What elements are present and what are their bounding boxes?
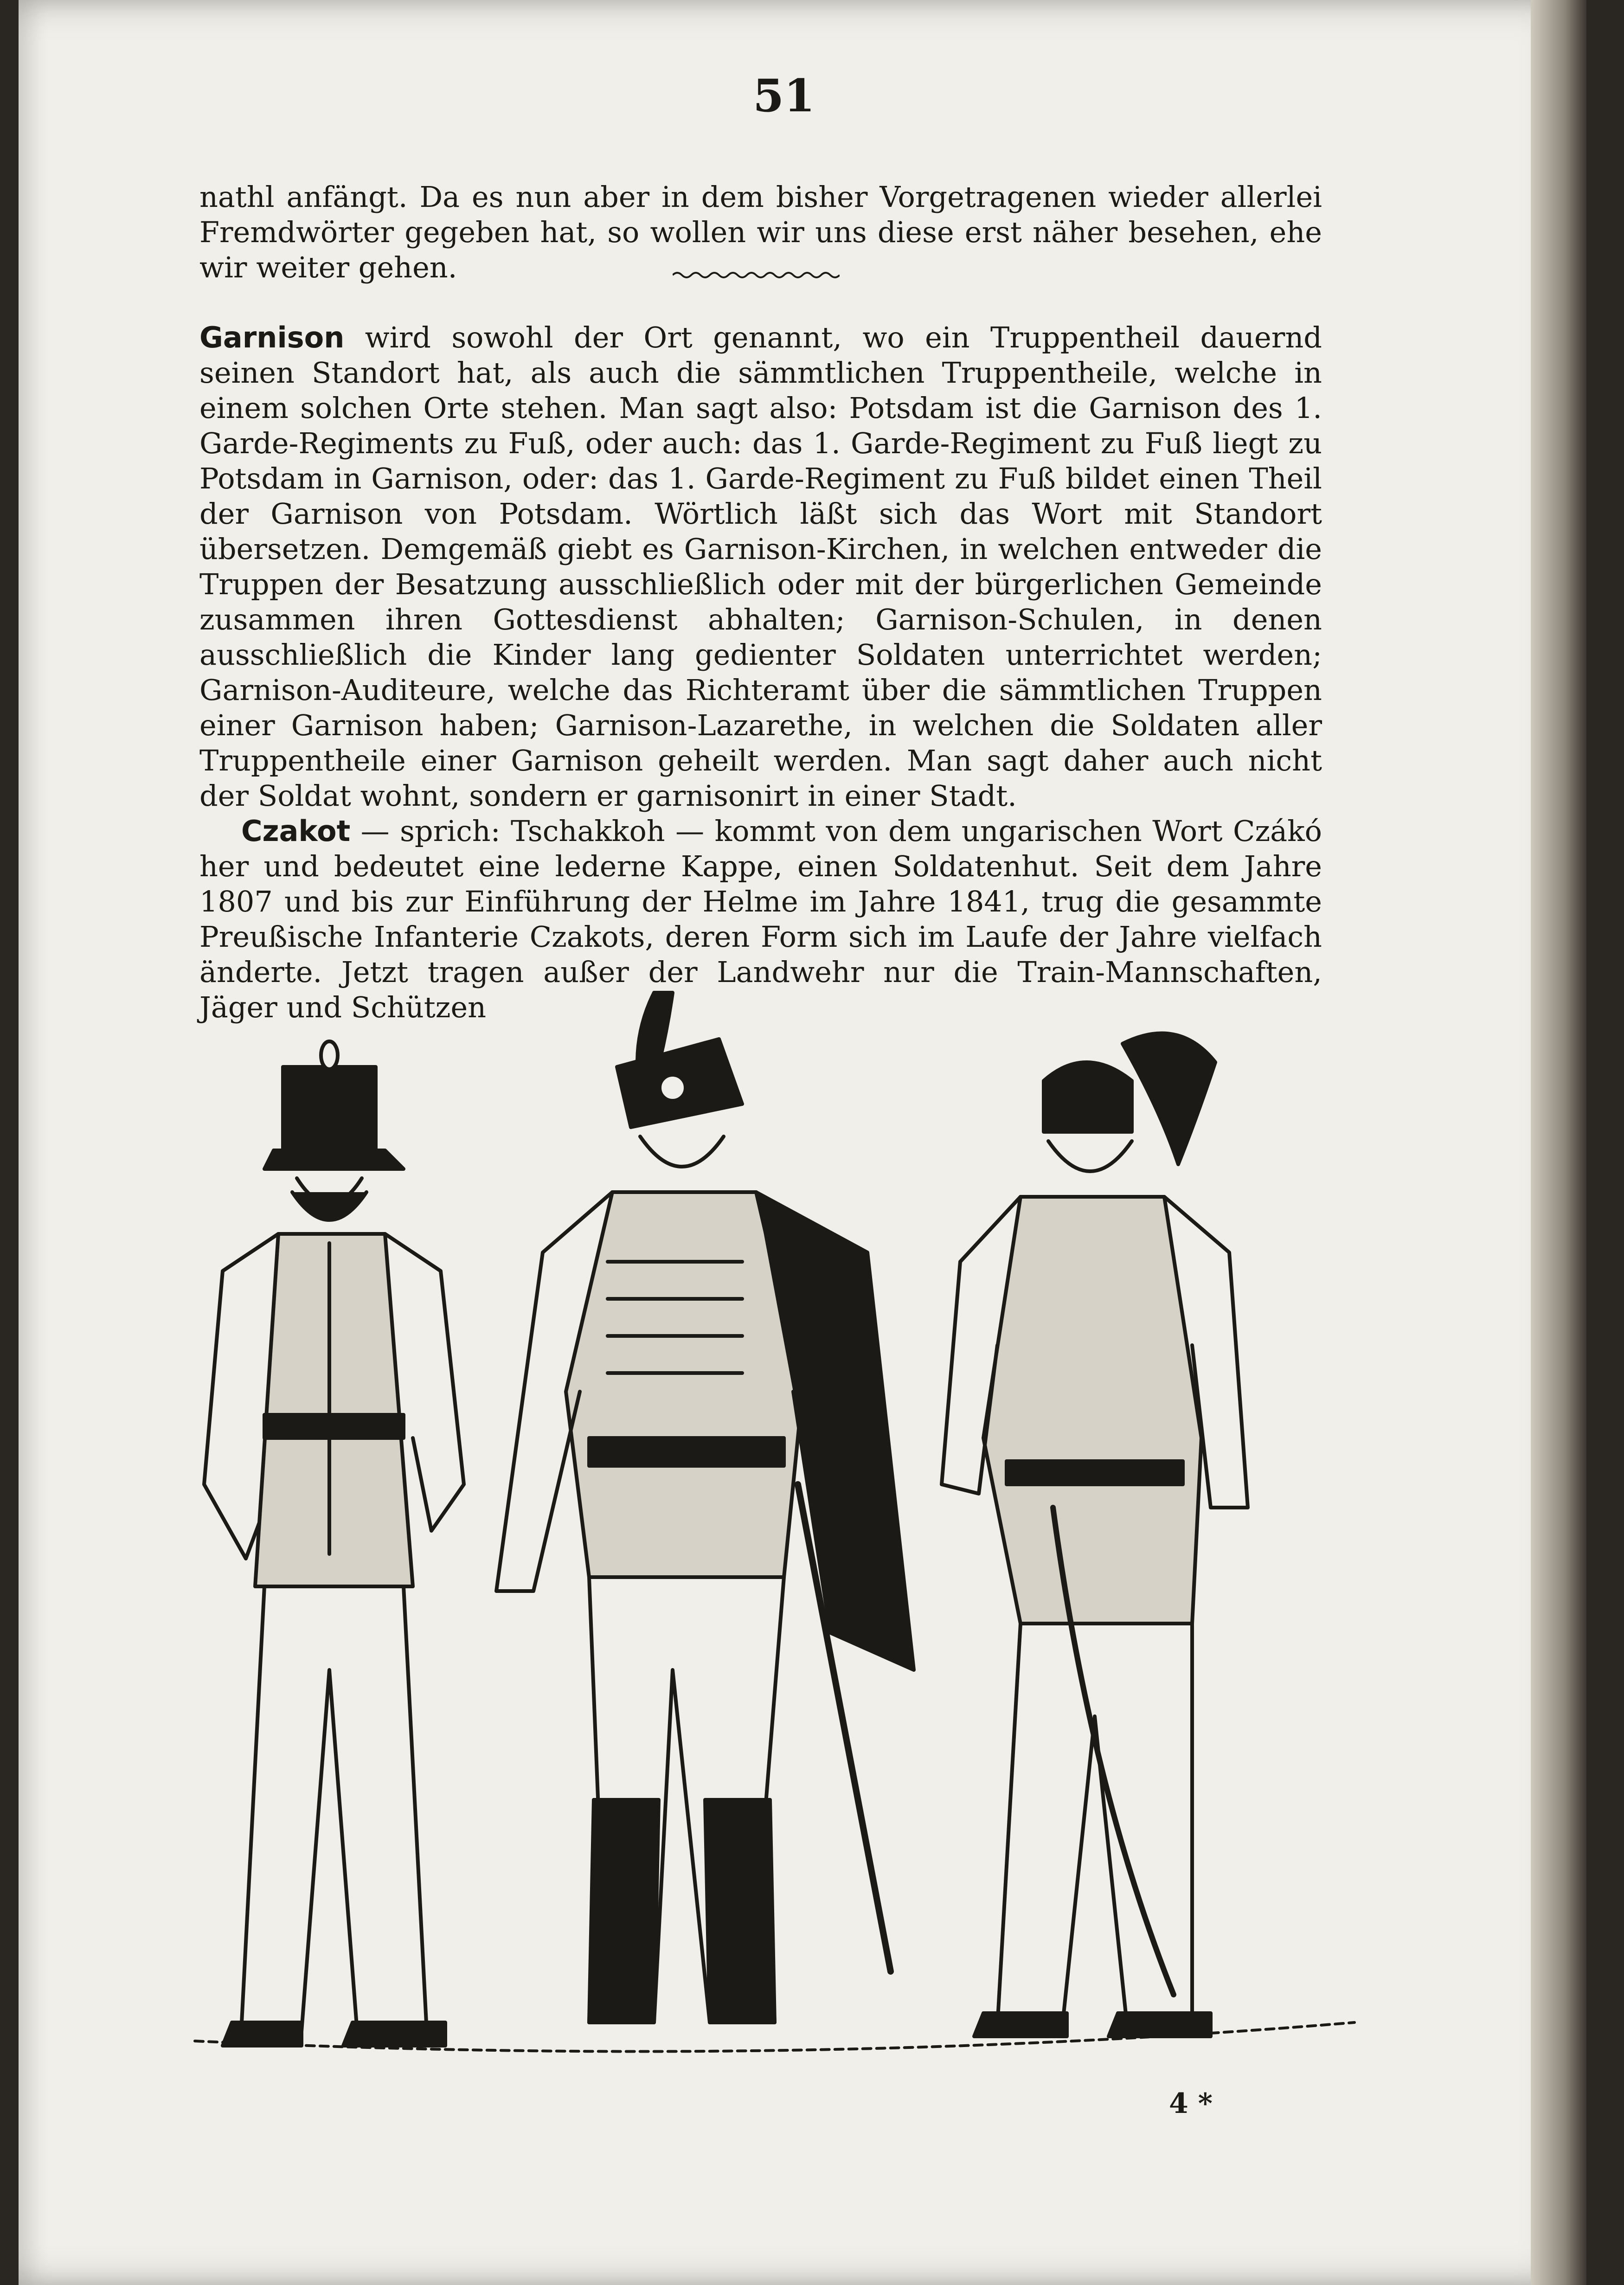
entry-text: wird sowohl der Ort genannt, wo ein Truppentheil dauernd seinen Standort hat, als auch die sämmtlichen Truppentheile, welche in einem solchen Orte stehen. Man sagt also: Potsdam ist die Garnison des 1. Garde-Regiments zu Fuß, oder auch: das 1. Garde-Regiment zu Fuß liegt zu Potsdam in Garnison, oder: das 1. Garde-Regiment zu Fuß bildet einen Theil der Garnison von Potsdam. Wörtlich läßt sich das Wort mit Standort übersetzen. Demgemäß giebt es Garnison-Kirchen, in welchen entweder die Truppen der Besatzung ausschließlich oder mit der bürgerlichen Gemeinde zusammen ihren Gottesdienst abhalten; Garnison-Schulen, in denen ausschließlich die Kinder lang gedienter Soldaten unterrichtet werden; Garnison-Auditeure, welche das Richteramt über die sämmtlichen Truppen einer Garnison haben; Garnison-Lazarethe, in welchen die Soldaten aller Truppentheile einer Garnison geheilt werden. Man sagt daher auch nicht der Soldat wohnt, sondern er garnisonirt in einer Stadt.	[199, 321, 1322, 813]
soldiers-illustration	[125, 974, 1415, 2078]
entry-text: — sprich: Tschakkoh — kommt von dem ungarischen Wort Czákó her und bedeutet eine lederne Kappe, einen Soldatenhut. Seit dem Jahre 1807 und bis zur Einführung der Helme im Jahre 1841, trug die gesammte Preußische Infanterie Czakots, deren Form sich im Laufe der Jahre vielfach änderte. Jetzt tragen außer der Landwehr nur die Train-Mannschaften, Jäger und Schützen	[199, 814, 1322, 1024]
continuation-paragraph: nathl anfängt. Da es nun aber in dem bisher Vorgetragenen wieder allerlei Fremdwörter gegeben hat, so wollen wir uns diese erst näher besehen, ehe wir weiter gehen.	[199, 180, 1322, 284]
wavy-divider-ornament	[673, 267, 840, 281]
entry-term: Czakot	[241, 814, 351, 848]
page-number: 51	[753, 70, 815, 122]
soldier-right-figure	[942, 1033, 1248, 2037]
page-edge	[1531, 0, 1586, 2285]
dictionary-entries	[199, 320, 1322, 1025]
soldier-left-figure	[204, 1041, 464, 2046]
entry-garnison	[199, 320, 1322, 814]
printer-signature-mark: 4 *	[1169, 2087, 1213, 2120]
book-page	[19, 0, 1586, 2285]
soldier-middle-figure	[496, 993, 914, 2022]
entry-term: Garnison	[199, 321, 345, 354]
